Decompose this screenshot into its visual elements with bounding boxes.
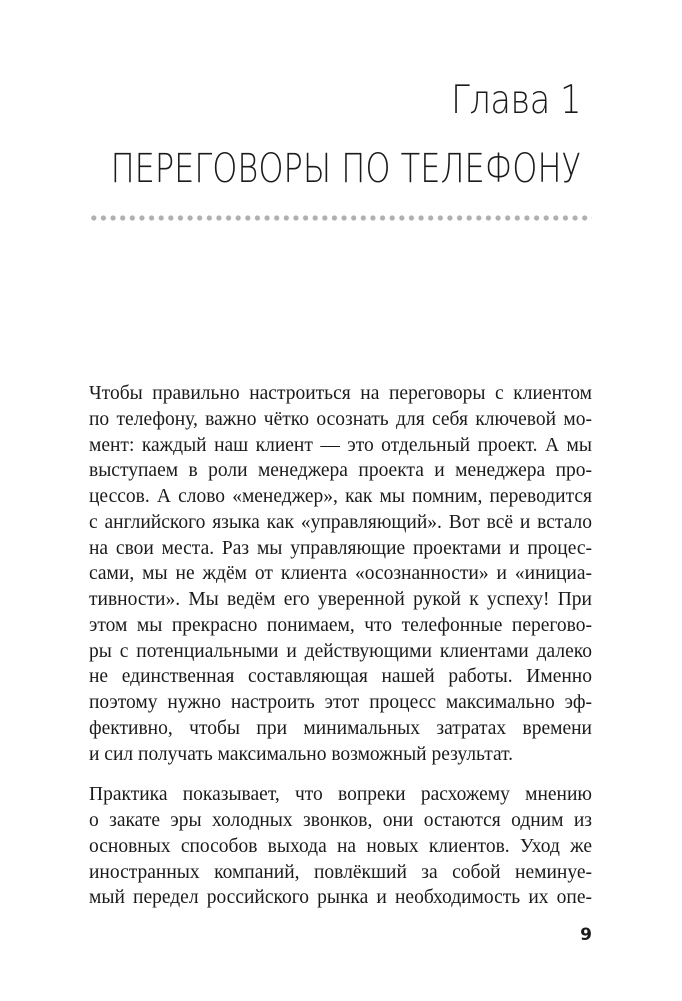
paragraph [89, 782, 592, 911]
text-line: ры с потенциальными и действующими клиентами далеко [89, 640, 592, 662]
text-line: и сил получать максимально возможный результат. [89, 743, 514, 765]
text-line: мент: каждый наш клиент — это отдельный проект. А мы [89, 434, 592, 456]
text-line: этом мы прекрасно понимаем, что телефонные перегово- [89, 614, 592, 636]
text-line: сами, мы не ждём от клиента «осознанности» и «инициа- [89, 563, 592, 585]
text-line: Практика показывает, что вопреки расхожему мнению [89, 784, 592, 806]
text-line: выступаем в роли менеджера проекта и менеджера про- [89, 460, 592, 482]
text-line: фективно, чтобы при минимальных затратах времени [89, 717, 592, 739]
dotted-divider [89, 214, 592, 222]
text-line: по телефону, важно чётко осознать для себя ключевой мо- [89, 408, 592, 430]
text-line: Чтобы правильно настроиться на переговоры с клиентом [89, 383, 592, 404]
text-line: не единственная составляющая нашей работы. Именно [89, 666, 592, 688]
text-line: с английского языка как «управляющий». Вот всё и встало [89, 511, 592, 533]
body-text [89, 381, 592, 911]
text-line: о закате эры холодных звонков, они остаются одним из [89, 810, 592, 831]
chapter-label: Глава 1 [451, 78, 581, 123]
text-line: поэтому нужно настроить этот процесс максимально эф- [89, 692, 592, 713]
text-line: основных способов выхода на новых клиентов. Уход же [89, 835, 592, 857]
text-line: мый передел российского рынка и необходимость их опе- [89, 887, 592, 909]
text-line: цессов. А слово «менеджер», как мы помним, переводится [89, 486, 592, 507]
text-line: на свои места. Раз мы управляющие проектами и процес- [89, 537, 592, 559]
text-line: тивности». Мы ведём его уверенной рукой к успеху! При [89, 589, 592, 610]
chapter-title: ПЕРЕГОВОРЫ ПО ТЕЛЕФОНУ [110, 146, 581, 192]
page-number: 9 [580, 925, 592, 945]
text-line: иностранных компаний, повлёкший за собой неминуе- [89, 861, 592, 883]
paragraph [89, 381, 592, 767]
